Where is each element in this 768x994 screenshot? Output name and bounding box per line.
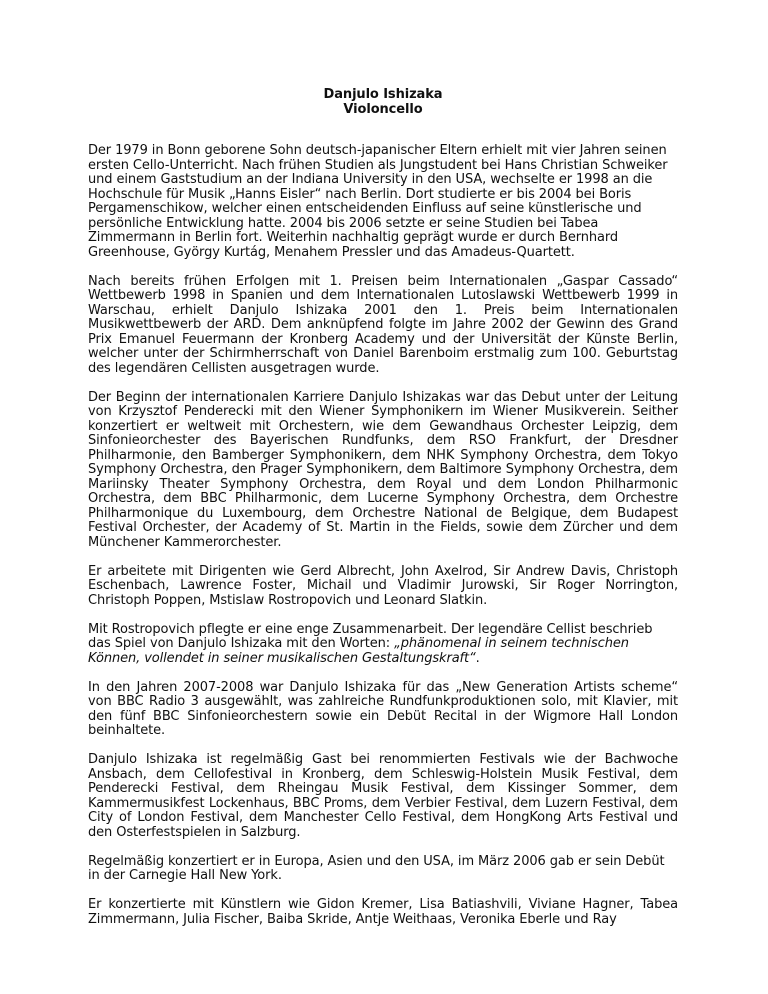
document-title — [88, 88, 678, 117]
text-run: . — [475, 650, 480, 666]
paragraph — [88, 623, 678, 667]
paragraph — [88, 898, 678, 927]
paragraph — [88, 565, 678, 609]
text-run: Nach bereits frühen Erfolgen mit 1. Preisen beim Internationalen „Gaspar Cassado“ Wettbewerb 1998 in Spanien und dem Internationalen Lutoslawski Wettbewerb 1999 in Warschau, erhielt Danjulo Ishizaka 2001 den 1. Preis beim Internationalen Musikwettbewerb der ARD. Dem anknüpfend folgte im Jahre 2002 der Gewinn des Grand Prix Emanuel Feuermann der Kronberg Academy und der Universität der Künste Berlin, welcher unter der Schirmherrschaft von Daniel Barenboim erstmalig zum 100. Geburtstag des legendären Cellisten ausgetragen wurde. — [88, 273, 678, 376]
text-run: In den Jahren 2007-2008 war Danjulo Ishizaka für das „New Generation Artists scheme“ von BBC Radio 3 ausgewählt, was zahlreiche Rundfunkproduktionen solo, mit Klavier, mit den fünf BBC Sinfonieorchestern sowie ein Debüt Recital in der Wigmore Hall London beinhaltete. — [88, 679, 678, 738]
text-run: Danjulo Ishizaka ist regelmäßig Gast bei renommierten Festivals wie der Bachwoche Ansbach, dem Cellofestival in Kronberg, dem Schleswig-Holstein Musik Festival, dem Penderecki Festival, dem Rheingau Musik Festival, dem Kissinger Sommer, dem Kammermusikfest Lockenhaus, BBC Proms, dem Verbier Festival, dem Luzern Festival, dem City of London Festival, dem Manchester Cello Festival, dem HongKong Arts Festival und den Osterfestspielen in Salzburg. — [88, 752, 678, 840]
text-run: Regelmäßig konzertiert er in Europa, Asien und den USA, im März 2006 gab er sein Debüt in der Carnegie Hall New York. — [88, 853, 665, 883]
paragraph — [88, 391, 678, 551]
text-run: Der Beginn der internationalen Karriere Danjulo Ishizakas war das Debut unter der Leitung von Krzysztof Penderecki mit den Wiener Symphonikern im Wiener Musikverein. Seither konzertiert er weltweit mit Orchestern, wie dem Gewandhaus Orchester Leipzig, dem Sinfonieorchester des Bayerischen Rundfunks, dem RSO Frankfurt, der Dresdner Philharmonie, den Bamberger Symphonikern, dem NHK Symphony Orchestra, dem Tokyo Symphony Orchestra, den Prager Symphonikern, dem Baltimore Symphony Orchestra, dem Mariinsky Theater Symphony Orchestra, dem Royal und dem London Philharmonic Orchestra, dem BBC Philharmonic, dem Lucerne Symphony Orchestra, dem Orchestre Philharmonique du Luxembourg, dem Orchestre National de Belgique, dem Budapest Festival Orchester, der Academy of St. Martin in the Fields, sowie dem Zürcher und dem Münchener Kammerorchester. — [88, 389, 678, 550]
paragraph — [88, 855, 678, 884]
text-run: Er konzertierte mit Künstlern wie Gidon Kremer, Lisa Batiashvili, Viviane Hagner, Tabea Zimmermann, Julia Fischer, Baiba Skride, Antje Weithaas, Veronika Eberle und Ray — [88, 897, 678, 927]
paragraph — [88, 681, 678, 739]
text-run: Mit Rostropovich pflegte er eine enge Zusammenarbeit. Der legendäre Cellist beschrieb das Spiel von Danjulo Ishizaka mit den Worten: — [88, 621, 653, 651]
text-run: Der 1979 in Bonn geborene Sohn deutsch-japanischer Eltern erhielt mit vier Jahren seinen ersten Cello-Unterricht. Nach frühen Studien als Jungstudent bei Hans Christian Schweiker und einem Gaststudium an der Indiana University in den USA, wechselte er 1998 an die Hochschule für Musik „Hanns Eisler“ nach Berlin. Dort studierte er bis 2004 bei Boris Pergamenschikow, welcher einen entscheidenden Einfluss auf seine künstlerische und persönliche Entwicklung hatte. 2004 bis 2006 setzte er seine Studien bei Tabea Zimmermann in Berlin fort. Weiterhin nachhaltig geprägt wurde er durch Bernhard Greenhouse, György Kurtág, Menahem Pressler und das Amadeus-Quartett. — [88, 143, 668, 260]
title-subtitle: Violoncello — [343, 101, 423, 117]
quote-italic: „phänomenal in seinem technischen Können, vollendet in seiner musikalischen Gestaltungskraft“ — [88, 636, 629, 666]
text-run: Er arbeitete mit Dirigenten wie Gerd Albrecht, John Axelrod, Sir Andrew Davis, Christoph Eschenbach, Lawrence Foster, Michail und Vladimir Jurowski, Sir Roger Norrington, Christoph Poppen, Mstislaw Rostropovich und Leonard Slatkin. — [88, 563, 678, 608]
paragraph — [88, 144, 678, 260]
paragraph — [88, 753, 678, 840]
title-name: Danjulo Ishizaka — [323, 87, 443, 102]
document-body — [88, 144, 678, 942]
paragraph — [88, 275, 678, 377]
